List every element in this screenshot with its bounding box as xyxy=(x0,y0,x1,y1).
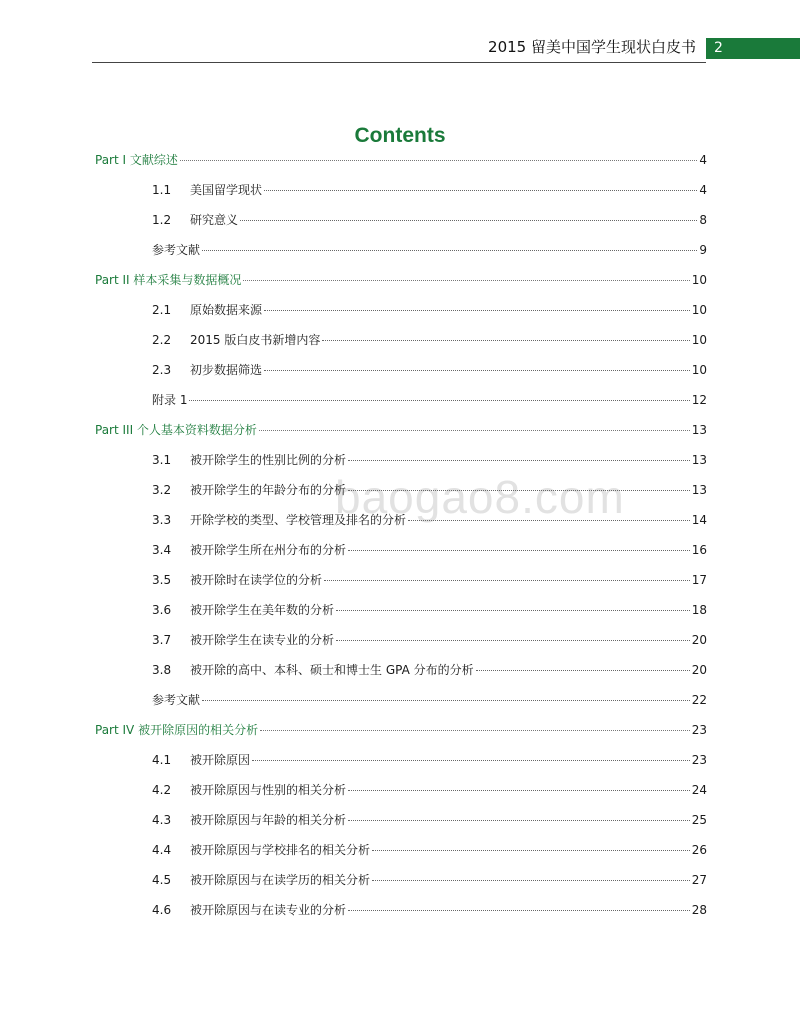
toc-entry-number: 4.5 xyxy=(152,873,172,887)
toc-entry-label: 被开除原因与在读学历的相关分析 xyxy=(190,873,371,887)
toc-page-number: 16 xyxy=(691,543,707,557)
toc-entry-label: 被开除原因与学校排名的相关分析 xyxy=(190,843,371,857)
toc-entry-label: 被开除原因与性别的相关分析 xyxy=(190,783,347,797)
toc-dot-leader xyxy=(348,820,690,821)
toc-dot-leader xyxy=(260,730,690,731)
toc-dot-leader xyxy=(372,880,690,881)
toc-entry-label: 参考文献 xyxy=(152,693,201,707)
toc-entry-number: 3.5 xyxy=(152,573,172,587)
toc-section-entry[interactable] xyxy=(152,900,707,920)
toc-entry-label: Part I 文献综述 xyxy=(95,153,178,167)
toc-entry-label: 被开除学生的年龄分布的分析 xyxy=(190,483,347,497)
page-number-badge: 2 xyxy=(706,38,800,59)
toc-page-number: 12 xyxy=(691,393,707,407)
toc-page-number: 10 xyxy=(691,363,707,377)
toc-dot-leader xyxy=(336,640,690,641)
toc-dot-leader xyxy=(348,460,690,461)
toc-dot-leader xyxy=(322,340,689,341)
header-divider xyxy=(92,62,706,63)
toc-section-entry[interactable] xyxy=(152,780,707,800)
toc-page-number: 23 xyxy=(691,753,707,767)
toc-dot-leader xyxy=(324,580,690,581)
contents-heading: Contents xyxy=(354,124,446,147)
toc-entry-label: 原始数据来源 xyxy=(190,303,263,317)
toc-dot-leader xyxy=(259,430,690,431)
toc-part-entry[interactable] xyxy=(95,720,707,740)
toc-entry-number: 3.7 xyxy=(152,633,172,647)
toc-page-number: 8 xyxy=(699,213,707,227)
toc-dot-leader xyxy=(189,400,689,401)
toc-page-number: 10 xyxy=(691,303,707,317)
toc-entry-label: 2015 版白皮书新增内容 xyxy=(190,333,321,347)
toc-page-number: 9 xyxy=(699,243,707,257)
toc-part-entry[interactable] xyxy=(95,270,707,290)
toc-entry-label: 被开除原因与在读专业的分析 xyxy=(190,903,347,917)
toc-section-entry[interactable] xyxy=(152,210,707,230)
toc-entry-number: 4.3 xyxy=(152,813,172,827)
toc-entry-label: 参考文献 xyxy=(152,243,201,257)
toc-entry-number: 2.1 xyxy=(152,303,172,317)
toc-dot-leader xyxy=(336,610,690,611)
toc-entry-label: Part IV 被开除原因的相关分析 xyxy=(95,723,259,737)
toc-section-entry[interactable] xyxy=(152,600,707,620)
toc-entry-number: 1.1 xyxy=(152,183,172,197)
toc-dot-leader xyxy=(348,490,690,491)
toc-section-entry[interactable] xyxy=(152,690,707,710)
toc-entry-label: 被开除学生的性别比例的分析 xyxy=(190,453,347,467)
toc-section-entry[interactable] xyxy=(152,330,707,350)
toc-entry-label: 开除学校的类型、学校管理及排名的分析 xyxy=(190,513,407,527)
toc-dot-leader xyxy=(348,550,690,551)
toc-page-number: 14 xyxy=(691,513,707,527)
toc-dot-leader xyxy=(476,670,690,671)
toc-page-number: 10 xyxy=(691,273,707,287)
toc-entry-number: 3.6 xyxy=(152,603,172,617)
toc-dot-leader xyxy=(408,520,690,521)
toc-entry-label: 被开除的高中、本科、硕士和博士生 GPA 分布的分析 xyxy=(190,663,474,677)
toc-page-number: 4 xyxy=(699,183,707,197)
toc-page-number: 25 xyxy=(691,813,707,827)
toc-entry-label: Part III 个人基本资料数据分析 xyxy=(95,423,257,437)
toc-page-number: 13 xyxy=(691,423,707,437)
toc-entry-number: 3.1 xyxy=(152,453,172,467)
toc-dot-leader xyxy=(372,850,690,851)
toc-page-number: 13 xyxy=(691,483,707,497)
toc-section-entry[interactable] xyxy=(152,750,707,770)
toc-dot-leader xyxy=(348,790,690,791)
toc-section-entry[interactable] xyxy=(152,510,707,530)
toc-section-entry[interactable] xyxy=(152,360,707,380)
toc-page-number: 23 xyxy=(691,723,707,737)
toc-section-entry[interactable] xyxy=(152,630,707,650)
toc-dot-leader xyxy=(240,220,697,221)
toc-section-entry[interactable] xyxy=(152,870,707,890)
toc-page-number: 17 xyxy=(691,573,707,587)
toc-entry-number: 4.2 xyxy=(152,783,172,797)
toc-page-number: 27 xyxy=(691,873,707,887)
toc-entry-number: 4.6 xyxy=(152,903,172,917)
toc-page-number: 20 xyxy=(691,633,707,647)
toc-page-number: 13 xyxy=(691,453,707,467)
document-header-title: 2015 留美中国学生现状白皮书 xyxy=(488,38,696,56)
toc-section-entry[interactable] xyxy=(152,450,707,470)
toc-section-entry[interactable] xyxy=(152,660,707,680)
toc-entry-number: 4.1 xyxy=(152,753,172,767)
toc-page-number: 20 xyxy=(691,663,707,677)
toc-section-entry[interactable] xyxy=(152,390,707,410)
toc-entry-label: Part II 样本采集与数据概况 xyxy=(95,273,242,287)
toc-page-number: 4 xyxy=(699,153,707,167)
toc-entry-number: 4.4 xyxy=(152,843,172,857)
toc-page-number: 10 xyxy=(691,333,707,347)
toc-dot-leader xyxy=(264,190,697,191)
toc-entry-number: 3.3 xyxy=(152,513,172,527)
toc-entry-label: 被开除时在读学位的分析 xyxy=(190,573,323,587)
toc-section-entry[interactable] xyxy=(152,540,707,560)
toc-section-entry[interactable] xyxy=(152,480,707,500)
toc-entry-label: 被开除学生在美年数的分析 xyxy=(190,603,335,617)
toc-section-entry[interactable] xyxy=(152,240,707,260)
toc-page-number: 28 xyxy=(691,903,707,917)
toc-entry-label: 被开除原因 xyxy=(190,753,251,767)
toc-entry-number: 2.3 xyxy=(152,363,172,377)
toc-entry-label: 美国留学现状 xyxy=(190,183,263,197)
toc-entry-label: 被开除学生所在州分布的分析 xyxy=(190,543,347,557)
toc-entry-number: 1.2 xyxy=(152,213,172,227)
toc-page-number: 24 xyxy=(691,783,707,797)
toc-dot-leader xyxy=(264,370,690,371)
watermark-text: baogao8.com xyxy=(335,471,625,523)
toc-dot-leader xyxy=(202,250,697,251)
toc-section-entry[interactable] xyxy=(152,300,707,320)
toc-entry-number: 3.8 xyxy=(152,663,172,677)
toc-page-number: 26 xyxy=(691,843,707,857)
toc-entry-label: 被开除学生在读专业的分析 xyxy=(190,633,335,647)
toc-page-number: 18 xyxy=(691,603,707,617)
toc-entry-label: 附录 1 xyxy=(152,393,188,407)
toc-entry-number: 2.2 xyxy=(152,333,172,347)
toc-section-entry[interactable] xyxy=(152,180,707,200)
toc-section-entry[interactable] xyxy=(152,840,707,860)
toc-section-entry[interactable] xyxy=(152,570,707,590)
toc-section-entry[interactable] xyxy=(152,810,707,830)
toc-entry-label: 被开除原因与年龄的相关分析 xyxy=(190,813,347,827)
toc-entry-label: 初步数据筛选 xyxy=(190,363,263,377)
toc-page-number: 22 xyxy=(691,693,707,707)
toc-dot-leader xyxy=(180,160,698,161)
toc-dot-leader xyxy=(264,310,690,311)
toc-entry-label: 研究意义 xyxy=(190,213,239,227)
toc-dot-leader xyxy=(202,700,690,701)
toc-part-entry[interactable] xyxy=(95,420,707,440)
toc-dot-leader xyxy=(252,760,690,761)
toc-part-entry[interactable] xyxy=(95,150,707,170)
toc-dot-leader xyxy=(348,910,690,911)
toc-entry-number: 3.2 xyxy=(152,483,172,497)
toc-entry-number: 3.4 xyxy=(152,543,172,557)
toc-dot-leader xyxy=(243,280,689,281)
